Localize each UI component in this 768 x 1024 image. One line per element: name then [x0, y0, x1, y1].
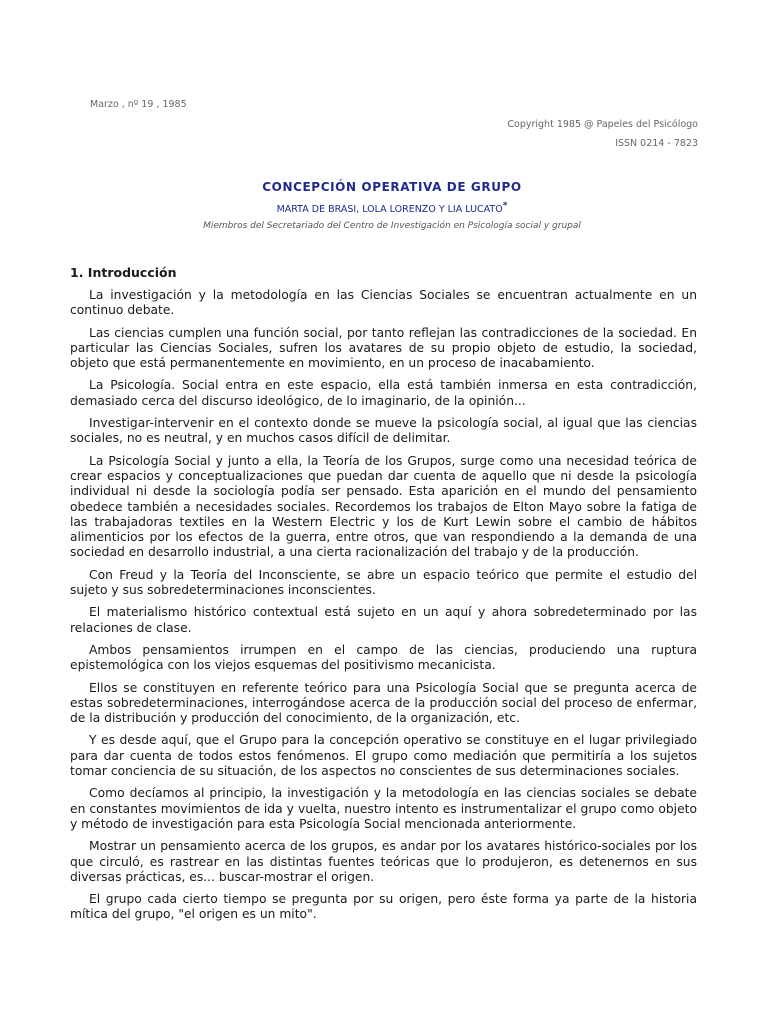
- paragraph: El grupo cada cierto tiempo se pregunta por su origen, pero éste forma ya parte de la historia mítica del grupo, "el origen es un mito".: [70, 892, 697, 922]
- issue-date: Marzo , nº 19 , 1985: [90, 99, 187, 110]
- paragraph: Y es desde aquí, que el Grupo para la concepción operativo se constituye en el lugar privilegiado para dar cuenta de todos estos fenómenos. El grupo como mediación que permitiría a los sujetos tomar conciencia de su situación, de los aspectos no conscientes de sus determinaciones sociales.: [70, 733, 697, 779]
- paragraph: Ellos se constituyen en referente teórico para una Psicología Social que se pregunta acerca de estas sobredeterminaciones, interrogándose acerca de la producción social del proceso de enfermar, de la distribución y producción del conocimiento, de la organización, etc.: [70, 680, 697, 726]
- copyright-notice: Copyright 1985 @ Papeles del Psicólogo: [507, 119, 698, 130]
- paragraph: Ambos pensamientos irrumpen en el campo de las ciencias, produciendo una ruptura epistemológica con los viejos esquemas del positivismo mecanicista.: [70, 642, 697, 673]
- paragraph: Mostrar un pensamiento acerca de los grupos, es andar por los avatares histórico-sociales por los que circuló, es rastrear en las distintas fuentes teóricas que lo produjeron, es detenernos en sus diversas prácticas, es... buscar-mostrar el origen.: [70, 839, 697, 884]
- author-affiliation: Miembros del Secretariado del Centro de Investigación en Psicología social y grupal: [203, 221, 581, 231]
- article-authors: [0, 201, 768, 215]
- article-title: CONCEPCIÓN OPERATIVA DE GRUPO: [262, 180, 522, 194]
- paragraph: Investigar-intervenir en el contexto donde se mueve la psicología social, al igual que las ciencias sociales, no es neutral, y en muchos casos difícil de delimitar.: [70, 416, 697, 446]
- author-names: MARTA DE BRASI, LOLA LORENZO Y LIA LUCATO: [276, 204, 503, 216]
- issn-number: ISSN 0214 - 7823: [615, 138, 698, 149]
- section-heading: 1. Introducción: [70, 265, 177, 280]
- paragraph: Con Freud y la Teoría del Inconsciente, se abre un espacio teórico que permite el estudio del sujeto y sus sobredeterminaciones inconscientes.: [70, 567, 697, 598]
- paragraph: La investigación y la metodología en las Ciencias Sociales se encuentran actualmente en un continuo debate.: [70, 288, 697, 318]
- paragraph: La Psicología Social y junto a ella, la Teoría de los Grupos, surge como una necesidad teórica de crear espacios y conceptualizaciones que puedan dar cuenta de aquello que ni desde la psicología individual ni desde la sociología podía ser pensado. Esta aparición en el mundo del pensamiento obedece también a necesidades sociales. Recordemos los trabajos de Elton Mayo sobre la fatiga de las trabajadoras textiles en la Western Electric y los de Kurt Lewin sobre el cambio de hábitos alimenticios por los efectos de la guerra, entre otros, que van respondiendo a la demanda de una sociedad en desarrollo industrial, a una cierta racionalización del trabajo y de la producción.: [70, 453, 697, 560]
- article-body: [70, 288, 697, 930]
- author-footnote-mark: *: [502, 201, 508, 211]
- paragraph: Como decíamos al principio, la investigación y la metodología en las ciencias sociales se debate en constantes movimientos de ida y vuelta, nuestro intento es instrumentalizar el grupo como objeto y método de investigación para esta Psicología Social mencionada anteriormente.: [70, 786, 697, 831]
- paragraph: La Psicología. Social entra en este espacio, ella está también inmersa en esta contradicción, demasiado cerca del discurso ideológico, de lo imaginario, de la opinión...: [70, 378, 697, 408]
- paragraph: El materialismo histórico contextual está sujeto en un aquí y ahora sobredeterminado por las relaciones de clase.: [70, 605, 697, 635]
- paragraph: Las ciencias cumplen una función social, por tanto reflejan las contradicciones de la sociedad. En particular las Ciencias Sociales, sufren los avatares de su propio objeto de estudio, la sociedad, objeto que está permanentemente en movimiento, en un proceso de inacabamiento.: [70, 325, 697, 371]
